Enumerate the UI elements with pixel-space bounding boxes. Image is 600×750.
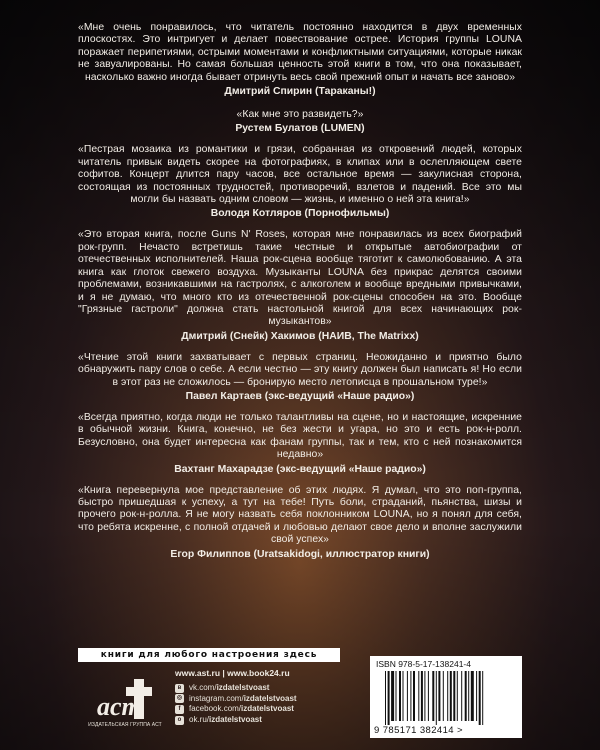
social-handle: izdatelstvoast	[216, 683, 270, 692]
barcode-bar	[410, 671, 411, 721]
quote-author: Вахтанг Махарадзе (экс-ведущий «Наше радио»)	[174, 463, 426, 475]
quote-block	[78, 22, 522, 98]
quote-text: «Всегда приятно, когда люди не только талантливы на сцене, но и настоящие, искренние в обычной жизни. Книга, конечно, не без жести и угара, но это и есть рок-н-ролл. Безусловно, она будет интересна как фанам группы, так и тем, кто с ней познакомится недавно»	[78, 411, 522, 461]
barcode-bar	[453, 671, 455, 721]
quote-text: «Книга перевернула мое представление об этих людях. Я думал, что это поп-группа, быстро пришедшая к успеху, а тут на тебе! Путь боли, страданий, пьянства, шизы и прочего рок-н-ролла. Я не могу назвать себя поклонником LOUNA, но я понял для себя, что ребята искренне, с полной отдачей и любовью делают свое дело и вполне заслужили свой успех»	[78, 484, 522, 546]
ok-icon: o	[175, 716, 184, 725]
barcode-bar	[407, 671, 408, 721]
website-links[interactable]: www.ast.ru | www.book24.ru	[175, 668, 290, 678]
barcode-bar	[428, 671, 429, 721]
quote-block	[78, 412, 522, 476]
social-prefix: ok.ru/	[189, 714, 210, 724]
social-link-facebook[interactable]	[175, 704, 297, 715]
barcode-panel	[370, 656, 522, 738]
social-prefix: facebook.com/	[189, 704, 242, 714]
quote-text: «Мне очень понравилось, что читатель постоянно находится в двух временных плоскостях. Это интригует и делает повествование острее. История группы LOUNA поражает перипетиями, острыми моментами и конфликтными ситуациями, которые никак не завуалированы. Но самая большая ценность этой книги в том, что она показывает, насколько важно иногда бывает отринуть весь свой прежний опыт и начать все заново»	[78, 22, 522, 83]
quote-author: Дмитрий Спирин (Тараканы!)	[224, 86, 376, 98]
barcode-bar	[465, 671, 467, 721]
social-prefix: instagram.com/	[189, 693, 244, 703]
barcode-bar	[476, 671, 477, 721]
barcode-bar	[385, 671, 386, 725]
barcode-bar	[413, 671, 415, 721]
barcode-icon	[384, 671, 512, 725]
barcode-bar	[421, 671, 423, 721]
publisher-caption: ИЗДАТЕЛЬСКАЯ ГРУППА АСТ	[88, 722, 162, 728]
quote-block	[78, 144, 522, 220]
barcode-bar	[482, 671, 483, 725]
barcode-bar	[471, 671, 474, 721]
quote-block	[78, 229, 522, 342]
tagline-bar: книги для любого настроения здесь	[78, 648, 340, 662]
logo-text: аст	[97, 692, 142, 721]
social-link-vk[interactable]	[175, 683, 297, 694]
barcode-bar	[396, 671, 397, 721]
barcode-bar	[447, 671, 448, 721]
quote-author: Дмитрий (Снейк) Хакимов (НАИВ, The Matrixx)	[181, 330, 419, 342]
quote-author: Рустем Булатов (LUMEN)	[235, 123, 365, 135]
quote-block	[78, 109, 522, 135]
social-prefix: vk.com/	[189, 683, 217, 692]
barcode-bar	[399, 671, 401, 721]
quote-text: «Как мне это развидеть?»	[236, 109, 364, 121]
quotes-section	[78, 22, 522, 570]
quote-text: «Это вторая книга, после Guns N' Roses, которая мне понравилась из всех биографий рок-групп. Нечасто встретишь такие честные и открытые автобиографии от отечественных исполнителей. Наша рок-сцена вообще тяготит к самолюбованию. А эта книга как глоток свежего воздуха. Музыканты LOUNA без прикрас делятся своими проблемами, возникавшими на гастролях, с алкоголем и вообще вредными привычками, и я не думаю, что много кто из отечественной рок-сцены способен на это. Вообще "Грязные гастроли" должна стать настольной книгой для всех начинающих рок-музыкантов»	[78, 229, 522, 328]
barcode-bar	[403, 671, 404, 721]
barcode-bar	[457, 671, 458, 721]
barcode-bar	[438, 671, 440, 721]
barcode-bar	[468, 671, 469, 721]
barcode-bar	[432, 671, 434, 721]
barcode-bar	[388, 671, 390, 725]
quote-author: Павел Картаев (экс-ведущий «Наше радио»)	[185, 390, 415, 402]
quote-text: «Пестрая мозаика из романтики и грязи, собранная из откровений людей, которых читатель привык видеть скорее на фотографиях, в клипах или в ослепляющем свете софитов. Концерт длится пару часов, все остальное время — закулисная сторона, состоящая из постоянных трудностей, противоречий, взлетов и падений. Все это мы могли бы назвать одним словом — жизнь, и именно о ней эта книга!»	[78, 144, 522, 206]
barcode-bar	[479, 671, 481, 725]
isbn-number: ISBN 978-5-17-138241-4	[376, 659, 471, 669]
facebook-icon: f	[175, 705, 184, 714]
barcode-bar	[391, 671, 394, 721]
ast-logo-icon	[94, 677, 156, 721]
quote-block	[78, 352, 522, 403]
publisher-links	[175, 668, 297, 725]
barcode-bar	[424, 671, 425, 721]
barcode-bar	[443, 671, 444, 721]
quote-block	[78, 485, 522, 561]
quote-author: Володя Котляров (Порнофильмы)	[210, 208, 390, 220]
instagram-icon: ◎	[176, 695, 183, 702]
social-handle: izdatelstvoast	[209, 714, 262, 724]
vk-icon: в	[175, 684, 184, 693]
quote-text: «Чтение этой книги захватывает с первых страниц. Неожиданно и приятно было обнаружить пару слов о себе. А если честно — эту книгу должен был написать я! Но если в этот раз не сложилось — бронирую место летописца в прошальном туре!»	[78, 351, 522, 388]
ean-digits: 9 785171 382414 >	[374, 725, 463, 736]
barcode-bar	[450, 671, 452, 721]
social-link-ok[interactable]	[175, 715, 297, 726]
quote-author: Егор Филиппов (Uratsakidogi, иллюстратор книги)	[170, 548, 430, 560]
social-handle: izdatelstvoast	[241, 704, 294, 714]
publisher-logo	[84, 677, 166, 737]
social-handle: izdatelstvoast	[243, 693, 297, 703]
barcode-bar	[436, 671, 437, 725]
social-link-instagram[interactable]	[175, 694, 297, 705]
barcode-bar	[461, 671, 462, 721]
barcode-bar	[418, 671, 419, 721]
